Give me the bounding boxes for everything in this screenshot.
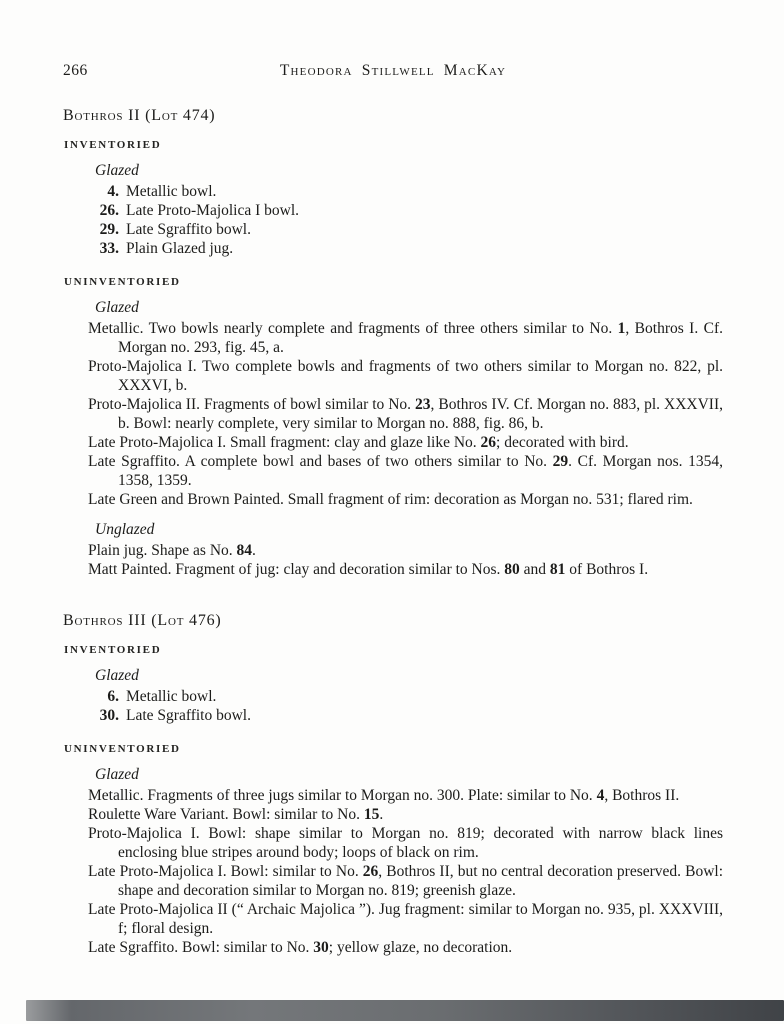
list-item	[95, 220, 723, 239]
scan-artifact-bar	[26, 1000, 784, 1021]
item-text: Metallic bowl.	[126, 688, 217, 705]
item-number: 30.	[99, 707, 119, 724]
item-number: 4.	[107, 183, 119, 200]
paragraph: Late Proto-Majolica I. Bowl: similar to No. 26, Bothros II, but no central decoration preserved. Bowl: shape and decoration similar to Morgan no. 819; greenish glaze.	[88, 863, 723, 899]
item-number: 29.	[99, 221, 119, 238]
item-number: 26.	[99, 202, 119, 219]
list-item	[95, 687, 723, 706]
list-item	[95, 706, 723, 725]
paragraph: Proto-Majolica II. Fragments of bowl similar to No. 23, Bothros IV. Cf. Morgan no. 883, pl. XXXVII, b. Bowl: nearly complete, very similar to Morgan no. 888, fig. 86, b.	[88, 396, 723, 432]
item-number: 6.	[107, 688, 119, 705]
page-header	[63, 62, 723, 80]
paragraph: Plain jug. Shape as No. 84.	[88, 542, 256, 559]
glazed-label: Glazed	[95, 667, 139, 684]
list-item	[95, 182, 723, 201]
section-heading-bothros-2: Bothros II (Lot 474)	[63, 107, 216, 124]
paragraph: Roulette Ware Variant. Bowl: similar to No. 15.	[88, 806, 384, 823]
paragraph: Metallic. Two bowls nearly complete and fragments of three others similar to No. 1, Bothros I. Cf. Morgan no. 293, fig. 45, a.	[88, 320, 724, 356]
glazed-label: Glazed	[95, 299, 139, 316]
item-text: Plain Glazed jug.	[126, 240, 234, 257]
item-text: Metallic bowl.	[126, 183, 217, 200]
uninventoried-label: UNINVENTORIED	[64, 276, 181, 288]
inventoried-label: INVENTORIED	[64, 644, 162, 656]
running-head: Theodora Stillwell MacKay	[279, 62, 507, 79]
text-block	[63, 62, 723, 957]
glazed-label: Glazed	[95, 162, 139, 179]
list-item	[95, 239, 723, 258]
item-text: Late Sgraffito bowl.	[126, 221, 251, 238]
paragraph: Late Proto-Majolica I. Small fragment: clay and glaze like No. 26; decorated with bird.	[88, 434, 629, 451]
paragraph: Matt Painted. Fragment of jug: clay and decoration similar to Nos. 80 and 81 of Bothros I.	[88, 561, 649, 578]
paragraph: Metallic. Fragments of three jugs similar to Morgan no. 300. Plate: similar to No. 4, Bothros II.	[88, 787, 680, 804]
item-text: Late Sgraffito bowl.	[126, 707, 251, 724]
paragraph: Proto-Majolica I. Two complete bowls and fragments of two others similar to Morgan no. 822, pl. XXXVI, b.	[88, 358, 723, 394]
inventoried-list	[95, 182, 723, 258]
uninventoried-label: UNINVENTORIED	[64, 743, 181, 755]
inventoried-label: INVENTORIED	[64, 139, 162, 151]
paragraph: Proto-Majolica I. Bowl: shape similar to Morgan no. 819; decorated with narrow black lines enclosing blue stripes around body; loops of black on rim.	[88, 825, 723, 861]
inventoried-list	[95, 687, 723, 725]
item-text: Late Proto-Majolica I bowl.	[126, 202, 300, 219]
page-number: 266	[63, 62, 88, 79]
paragraph: Late Proto-Majolica II (“ Archaic Majolica ”). Jug fragment: similar to Morgan no. 935, pl. XXXVIII, f; floral design.	[88, 901, 723, 937]
list-item	[95, 201, 723, 220]
section-heading-bothros-3: Bothros III (Lot 476)	[63, 612, 222, 629]
paragraph: Late Green and Brown Painted. Small fragment of rim: decoration as Morgan no. 531; flared rim.	[88, 491, 693, 508]
paragraph: Late Sgraffito. Bowl: similar to No. 30; yellow glaze, no decoration.	[88, 939, 513, 956]
unglazed-label: Unglazed	[95, 521, 155, 538]
glazed-label: Glazed	[95, 766, 139, 783]
section-bothros-2	[63, 106, 723, 579]
section-bothros-3	[63, 611, 723, 957]
item-number: 33.	[99, 240, 119, 257]
paragraph: Late Sgraffito. A complete bowl and bases of two others similar to No. 29. Cf. Morgan nos. 1354, 1358, 1359.	[88, 453, 724, 489]
